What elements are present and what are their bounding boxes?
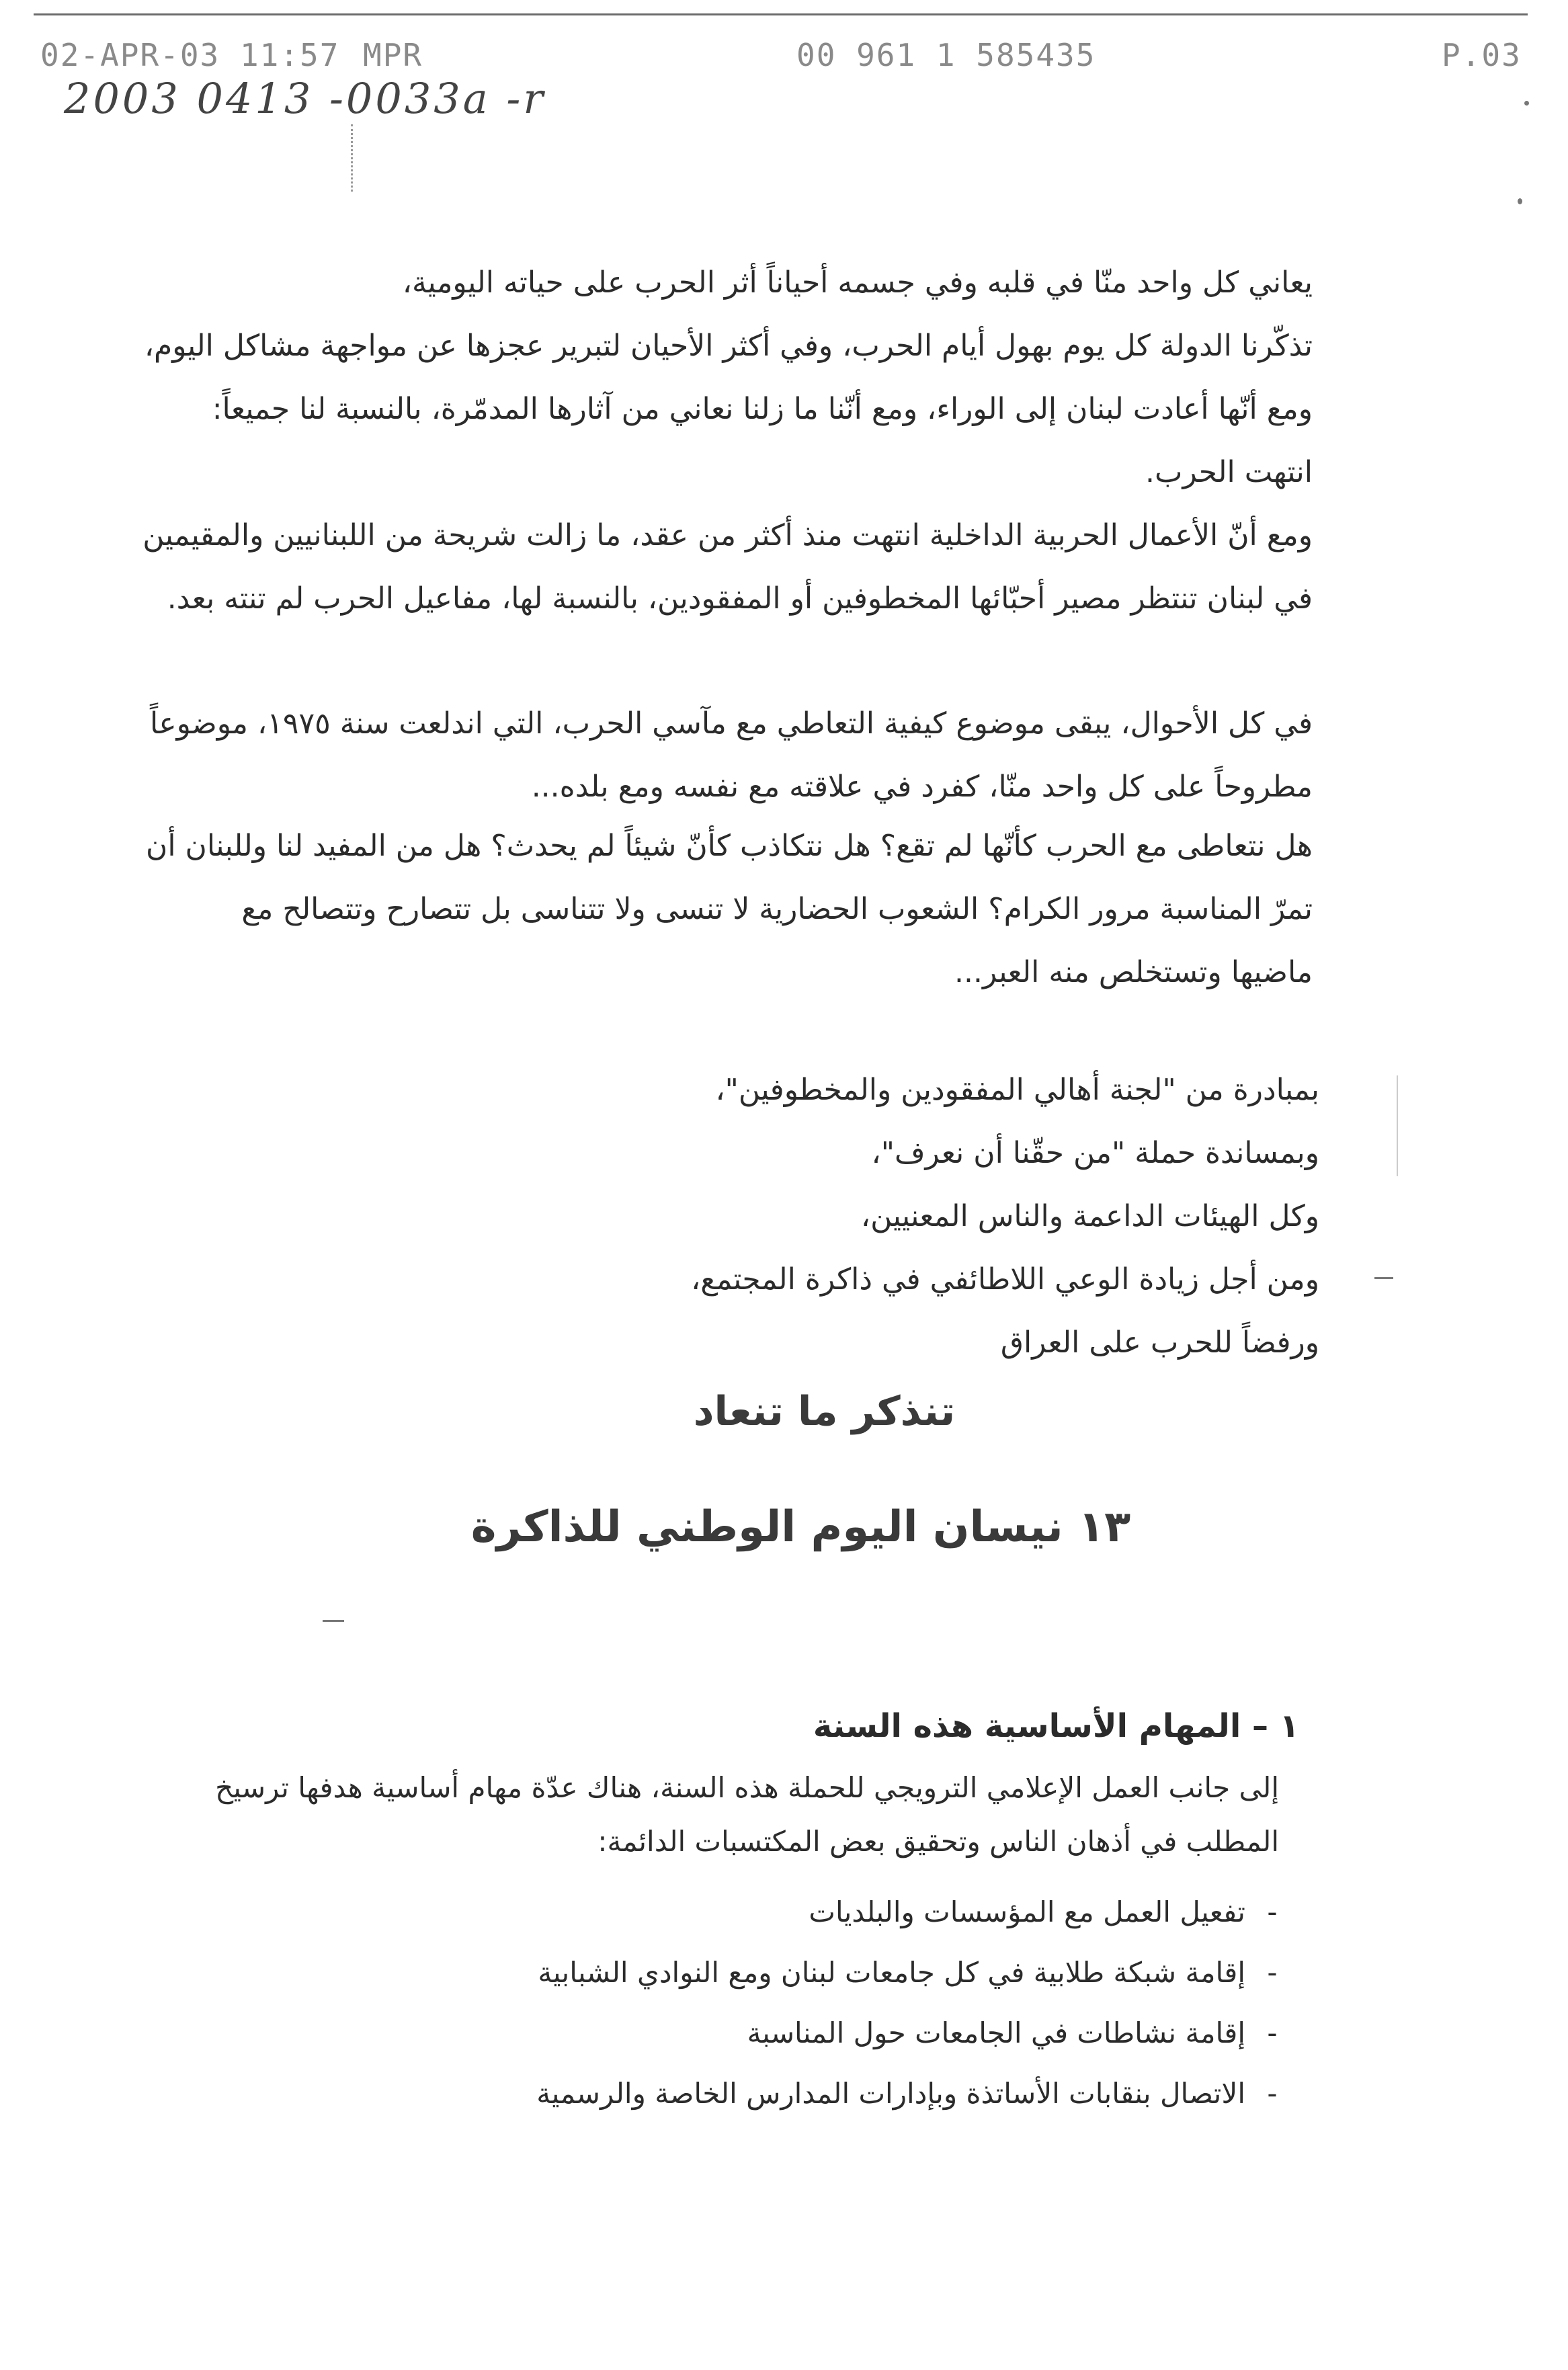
fax-page-number: P.03 [1442, 37, 1522, 73]
text-line: ومع أنّها أعادت لبنان إلى الوراء، ومع أنّنا ما زلنا نعاني من آثارها المدمّرة، بالنسبة لنا جميعاً: [212, 392, 1313, 426]
fax-phone: 00 961 1 585435 [796, 37, 1096, 73]
fax-sender: MPR [363, 37, 423, 73]
text-line: مطروحاً على كل واحد منّا، كفرد في علاقته مع نفسه ومع بلده... [531, 770, 1313, 804]
bullet-dash: - [1267, 1895, 1278, 1928]
text-line: تذكّرنا الدولة كل يوم بهول أيام الحرب، وفي أكثر الأحيان لتبرير عجزها عن مواجهة مشاكل اليوم، [144, 329, 1313, 363]
intro-paragraph-3 [149, 692, 1313, 819]
bullet-dash: - [1267, 2016, 1278, 2049]
fax-date-time: 02-APR-03 11:57 [40, 37, 340, 73]
margin-scan-line [1397, 1075, 1398, 1176]
initiative-line: وكل الهيئات الداعمة والناس المعنيين، [860, 1199, 1319, 1233]
handwritten-reference: 2003 0413 -0033a -r [64, 74, 546, 123]
text-line: يعاني كل واحد منّا في قلبه وفي جسمه أحياناً أثر الحرب على حياته اليومية، [402, 265, 1313, 300]
intro-paragraph-2 [142, 504, 1313, 630]
task-item [536, 2003, 1299, 2063]
text-line: في كل الأحوال، يبقى موضوع كيفية التعاطي مع مآسي الحرب، التي اندلعت سنة ١٩٧٥، موضوعاً [149, 706, 1313, 741]
bullet-dash: - [1267, 1956, 1278, 1989]
text-line: في لبنان تنتظر مصير أحبّائها المخطوفين أو المفقودين، بالنسبة لها، مفاعيل الحرب لم تنته بعد. [167, 581, 1313, 616]
text-line: المطلب في أذهان الناس وتحقيق بعض المكتسبات الدائمة: [597, 1825, 1279, 1858]
text-line: ماضيها وتستخلص منه العبر... [954, 955, 1313, 989]
stray-dash-mark [323, 1620, 344, 1622]
task-text: تفعيل العمل مع المؤسسات والبلديات [809, 1895, 1245, 1928]
initiative-line: وبمساندة حملة "من حقّنا أن نعرف"، [871, 1136, 1319, 1170]
task-item [536, 1882, 1299, 1943]
scan-speck [1524, 101, 1529, 106]
intro-paragraph-1 [144, 251, 1313, 504]
task-item [536, 2063, 1299, 2124]
text-line: هل نتعاطى مع الحرب كأنّها لم تقع؟ هل نتكاذب كأنّ شيئاً لم يحدث؟ هل من المفيد لنا وللبنان أن [146, 829, 1313, 863]
campaign-slogan: تنذكر ما تنعاد [693, 1388, 956, 1435]
task-text: إقامة نشاطات في الجامعات حول المناسبة [747, 2016, 1245, 2049]
text-line: تمرّ المناسبة مرور الكرام؟ الشعوب الحضارية لا تنسى ولا تتناسى بل تتصارح وتتصالح مع [241, 892, 1313, 926]
initiative-line: ومن أجل زيادة الوعي اللاطائفي في ذاكرة المجتمع، [691, 1262, 1319, 1297]
section-heading: ١ – المهام الأساسية هذه السنة [813, 1707, 1299, 1745]
scan-speck [1518, 198, 1522, 204]
section-intro [170, 1761, 1279, 1869]
margin-dash-mark [1374, 1277, 1393, 1279]
text-line: انتهت الحرب. [1145, 455, 1313, 489]
task-text: إقامة شبكة طلابية في كل جامعات لبنان ومع النوادي الشبابية [538, 1956, 1245, 1989]
initiative-list [647, 1059, 1319, 1375]
intro-paragraph-4 [146, 815, 1313, 1004]
text-line: إلى جانب العمل الإعلامي الترويجي للحملة هذه السنة، هناك عدّة مهام أساسية هدفها ترسيخ [215, 1771, 1279, 1804]
fax-header-rule [34, 13, 1528, 15]
task-item [536, 1943, 1299, 2003]
initiative-line: بمبادرة من "لجنة أهالي المفقودين والمخطوفين"، [715, 1073, 1319, 1107]
task-text: الاتصال بنقابات الأساتذة وبإدارات المدارس الخاصة والرسمية [536, 2077, 1245, 2110]
bullet-dash: - [1267, 2077, 1278, 2110]
task-list [536, 1882, 1299, 2124]
scan-artifact-dotted-line [351, 124, 355, 192]
text-line: ومع أنّ الأعمال الحربية الداخلية انتهت منذ أكثر من عقد، ما زالت شريحة من اللبنانيين والمقيمين [142, 518, 1313, 553]
initiative-line: ورفضاً للحرب على العراق [1000, 1325, 1319, 1360]
event-title: ١٣ نيسان اليوم الوطني للذاكرة [470, 1502, 1131, 1552]
